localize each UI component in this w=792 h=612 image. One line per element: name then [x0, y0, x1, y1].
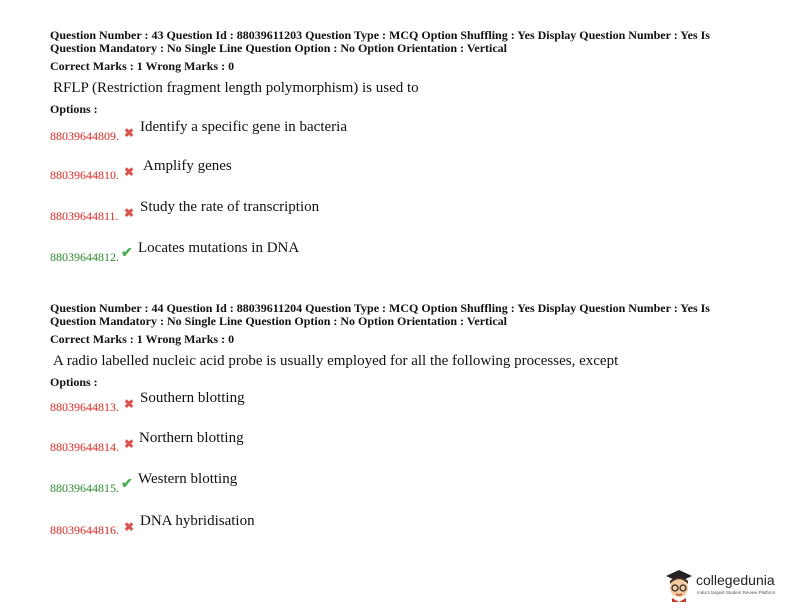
question-marks: Correct Marks : 1 Wrong Marks : 0	[50, 59, 235, 73]
check-icon: ✔	[121, 477, 133, 492]
option-id: 88039644810.	[50, 168, 119, 182]
option-id: 88039644816.	[50, 523, 119, 537]
cross-icon: ✖	[124, 520, 135, 534]
option-text: Locates mutations in DNA	[138, 240, 300, 256]
question-block-43	[50, 28, 740, 264]
cross-icon: ✖	[124, 397, 135, 411]
options-label: Options :	[50, 375, 98, 389]
question-meta: Question Number : 43 Question Id : 88039611203 Question Type : MCQ Option Shuffling : Yes Display Question Number : Yes Is Question Mandatory : No Single Line Question Option : No Option Orientation : Vertical	[50, 28, 710, 55]
option-text: Identify a specific gene in bacteria	[140, 119, 347, 135]
logo-name: collegedunia	[696, 572, 775, 588]
cross-icon: ✖	[124, 437, 135, 451]
option-text: DNA hybridisation	[140, 513, 255, 529]
options-label: Options :	[50, 102, 98, 116]
question-text: A radio labelled nucleic acid probe is usually employed for all the following processes, except	[53, 353, 619, 369]
option-id: 88039644811.	[50, 209, 119, 223]
question-marks: Correct Marks : 1 Wrong Marks : 0	[50, 332, 235, 346]
collegedunia-logo	[664, 566, 784, 606]
option-text: Southern blotting	[140, 390, 245, 406]
option-id: 88039644815.	[50, 481, 119, 495]
option-id: 88039644814.	[50, 440, 119, 454]
option-text: Northern blotting	[139, 430, 244, 446]
cross-icon: ✖	[124, 206, 135, 220]
option-id: 88039644812.	[50, 250, 119, 264]
question-block-44	[50, 301, 740, 537]
question-meta: Question Number : 44 Question Id : 88039611204 Question Type : MCQ Option Shuffling : Yes Display Question Number : Yes Is Question Mandatory : No Single Line Question Option : No Option Orientation : Vertical	[50, 301, 710, 328]
option-text: Western blotting	[138, 471, 238, 487]
cross-icon: ✖	[124, 126, 135, 140]
mascot-icon	[664, 568, 694, 602]
option-id: 88039644813.	[50, 400, 119, 414]
option-id: 88039644809.	[50, 129, 119, 143]
check-icon: ✔	[121, 246, 133, 261]
cross-icon: ✖	[124, 165, 135, 179]
option-text: Study the rate of transcription	[140, 199, 320, 215]
question-text: RFLP (Restriction fragment length polymorphism) is used to	[53, 80, 419, 96]
option-text: Amplify genes	[143, 158, 232, 174]
logo-tagline: India's largest Student Review Platform	[697, 590, 776, 595]
